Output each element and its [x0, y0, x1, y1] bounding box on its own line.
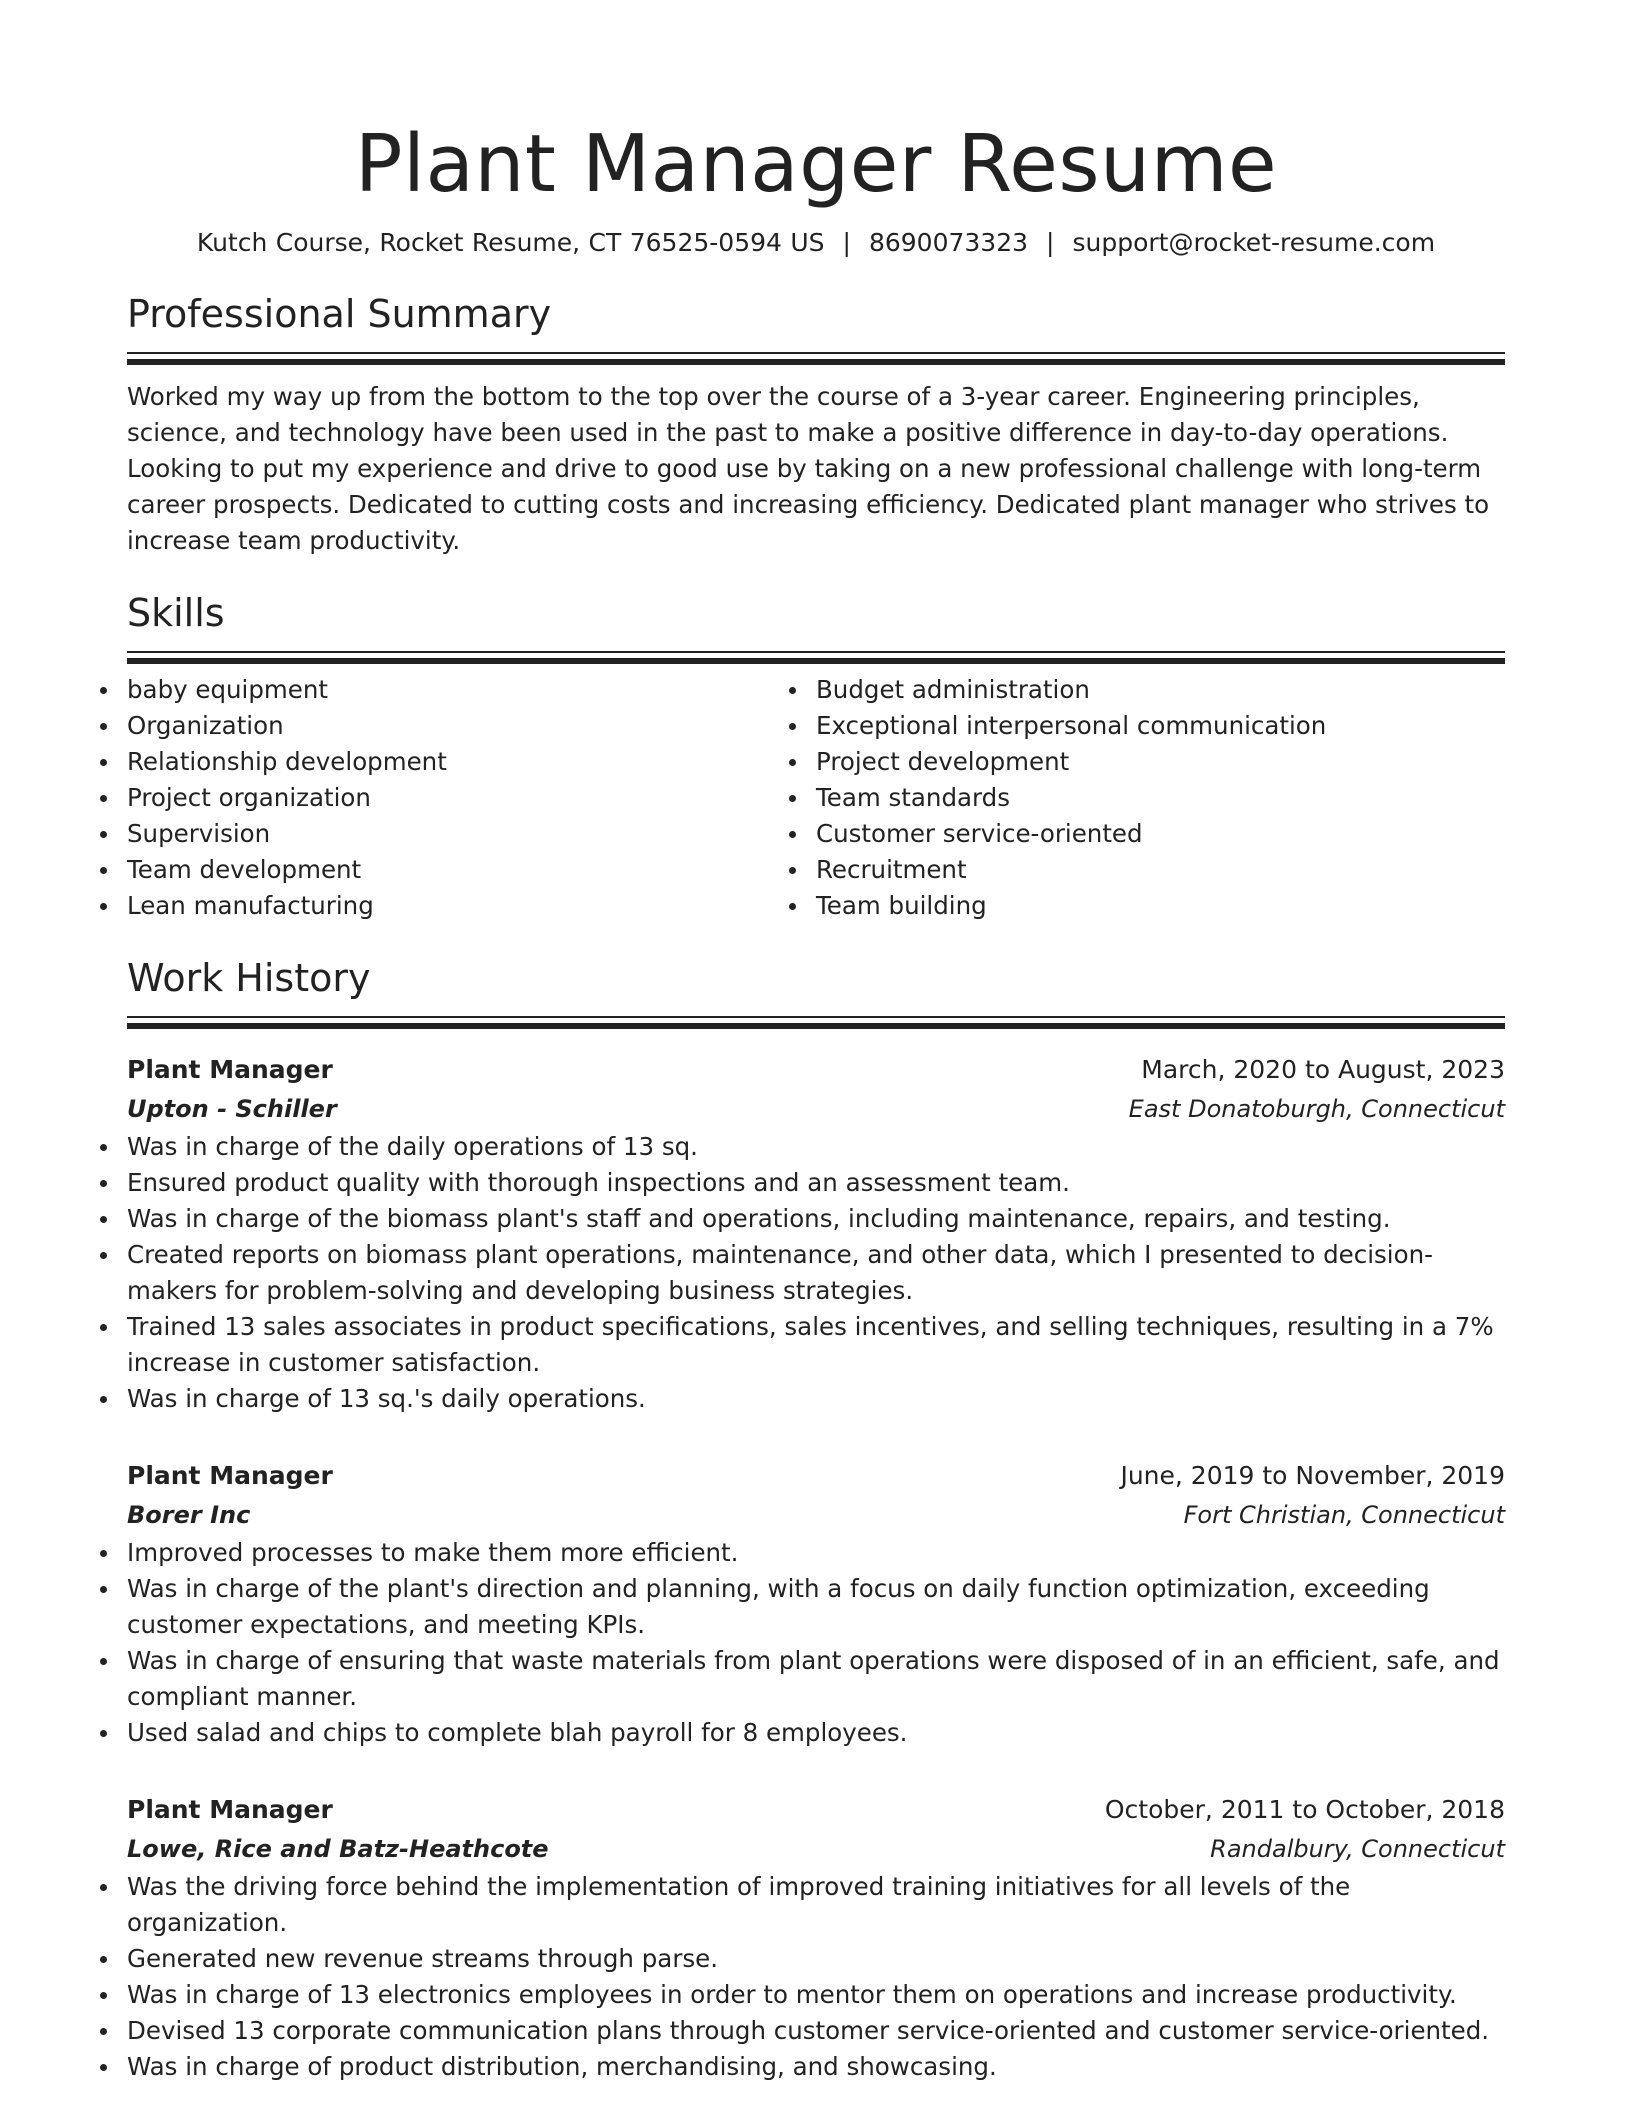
job-company-row [127, 1495, 1505, 1535]
job-title-row [127, 1791, 1505, 1829]
section-divider [127, 1016, 1505, 1029]
job-bullet: Was in charge of the daily operations of 13 sq. [127, 1129, 1505, 1165]
job-entry [127, 1051, 1505, 1417]
skill-item: Relationship development [127, 744, 816, 780]
resume-title: Plant Manager Resume [354, 118, 1278, 210]
skill-item: Project development [816, 744, 1505, 780]
contact-email: support@rocket-resume.com [1072, 228, 1436, 257]
section-divider [127, 651, 1505, 664]
job-bullet: Was in charge of 13 sq.'s daily operations. [127, 1381, 1505, 1417]
job-dates: June, 2019 to November, 2019 [1120, 1461, 1505, 1490]
job-company: Borer Inc [127, 1501, 251, 1529]
skill-item: Customer service-oriented [816, 816, 1505, 852]
job-bullet: Was in charge of ensuring that waste materials from plant operations were disposed of in an efficient, safe, and compliant manner. [127, 1643, 1505, 1715]
job-bullet: Devised 13 corporate communication plans through customer service-oriented and customer service-oriented. [127, 2013, 1505, 2049]
skills-right-column [816, 672, 1505, 924]
job-dates: March, 2020 to August, 2023 [1141, 1055, 1505, 1084]
job-title-row [127, 1051, 1505, 1089]
job-bullet-list [127, 1535, 1505, 1751]
job-bullet: Created reports on biomass plant operations, maintenance, and other data, which I presented to decision-makers for problem-solving and developing business strategies. [127, 1237, 1505, 1309]
section-divider [127, 352, 1505, 365]
contact-separator: | [1046, 228, 1055, 257]
job-bullet: Trained 13 sales associates in product specifications, sales incentives, and selling techniques, resulting in a 7% increase in customer satisfaction. [127, 1309, 1505, 1381]
skill-item: Team standards [816, 780, 1505, 816]
job-bullet-list [127, 1129, 1505, 1417]
job-bullet: Improved processes to make them more efficient. [127, 1535, 1505, 1571]
skill-item: Budget administration [816, 672, 1505, 708]
skill-item: Recruitment [816, 852, 1505, 888]
skill-item: Lean manufacturing [127, 888, 816, 924]
summary-heading: Professional Summary [127, 292, 552, 336]
skills-left-column [127, 672, 816, 924]
job-title-row [127, 1457, 1505, 1495]
skill-item: Team building [816, 888, 1505, 924]
job-dates: October, 2011 to October, 2018 [1104, 1795, 1505, 1824]
skill-item: Supervision [127, 816, 816, 852]
contact-separator: | [842, 228, 851, 257]
job-bullet: Was in charge of the biomass plant's staff and operations, including maintenance, repairs, and testing. [127, 1201, 1505, 1237]
job-bullet: Was the driving force behind the implementation of improved training initiatives for all levels of the organization. [127, 1869, 1505, 1941]
job-title: Plant Manager [127, 1461, 333, 1490]
job-company: Upton - Schiller [127, 1095, 337, 1123]
job-company-row [127, 1829, 1505, 1869]
job-title: Plant Manager [127, 1055, 333, 1084]
summary-section [127, 290, 1505, 559]
contact-line [127, 226, 1505, 260]
skills-section [127, 589, 1505, 924]
job-location: Fort Christian, Connecticut [1183, 1501, 1505, 1529]
skill-item: baby equipment [127, 672, 816, 708]
job-entry [127, 1791, 1505, 2085]
job-company-row [127, 1089, 1505, 1129]
skills-heading: Skills [127, 591, 225, 635]
skill-item: Team development [127, 852, 816, 888]
summary-text: Worked my way up from the bottom to the top over the course of a 3-year career. Engineering principles, science, and technology have been used in the past to make a positive difference in day-to-day operations. Looking to put my experience and drive to good use by taking on a new professional challenge with long-term career prospects. Dedicated to cutting costs and increasing efficiency. Dedicated plant manager who strives to increase team productivity. [127, 382, 1490, 555]
contact-phone: 8690073323 [868, 228, 1029, 257]
contact-address: Kutch Course, Rocket Resume, CT 76525-0594 US [196, 228, 825, 257]
job-bullet: Was in charge of 13 electronics employees in order to mentor them on operations and increase productivity. [127, 1977, 1505, 2013]
job-bullet: Used salad and chips to complete blah payroll for 8 employees. [127, 1715, 1505, 1751]
job-location: Randalbury, Connecticut [1210, 1835, 1505, 1863]
job-bullet: Was in charge of the plant's direction and planning, with a focus on daily function optimization, exceeding customer expectations, and meeting KPIs. [127, 1571, 1505, 1643]
skill-item: Organization [127, 708, 816, 744]
skill-item: Project organization [127, 780, 816, 816]
skill-item: Exceptional interpersonal communication [816, 708, 1505, 744]
job-company: Lowe, Rice and Batz-Heathcote [127, 1835, 549, 1863]
work-history-heading: Work History [127, 956, 371, 1000]
job-bullet: Was in charge of product distribution, merchandising, and showcasing. [127, 2049, 1505, 2085]
job-entry [127, 1457, 1505, 1751]
skills-grid [127, 672, 1505, 924]
work-history-section [127, 954, 1505, 2085]
job-location: East Donatoburgh, Connecticut [1128, 1095, 1505, 1123]
job-title: Plant Manager [127, 1795, 333, 1824]
job-bullet-list [127, 1869, 1505, 2085]
job-bullet: Ensured product quality with thorough inspections and an assessment team. [127, 1165, 1505, 1201]
job-bullet: Generated new revenue streams through parse. [127, 1941, 1505, 1977]
